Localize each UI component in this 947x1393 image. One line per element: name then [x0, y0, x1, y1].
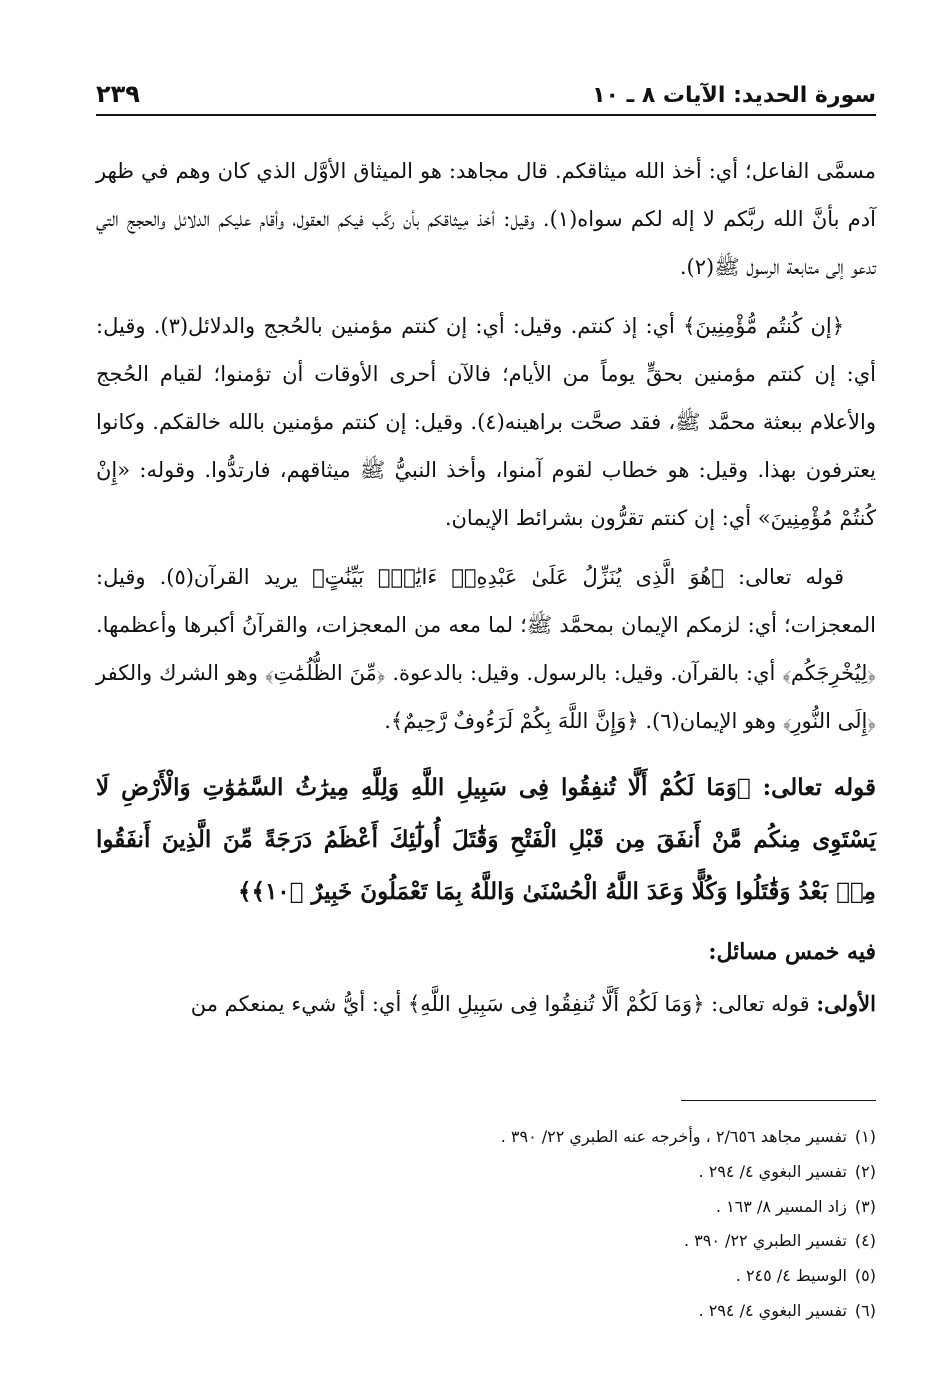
footnote-number: (٤) [854, 1231, 876, 1251]
footnote-number: (٣) [854, 1196, 876, 1216]
footnote [96, 1155, 876, 1190]
footnote [96, 1294, 876, 1329]
footnote [96, 1224, 876, 1259]
issue-text: قوله تعالى: ﴿وَمَا لَكُمْ أَلَّا تُنفِقُوا فِى سَبِيلِ اللَّهِ﴾ أي: أيُّ شيء يمنعكم من [190, 991, 810, 1016]
footnote-number: (١) [854, 1127, 876, 1146]
footnote-text: الوسيط ٤/ ٢٤٥ . [735, 1266, 847, 1286]
quran-verse-block [96, 762, 876, 918]
book-page [96, 70, 876, 1360]
footnote-text: تفسير البغوي ٤/ ٢٩٤ . [698, 1300, 847, 1320]
footnote-number: (٥) [854, 1266, 876, 1286]
footnote-text: تفسير مجاهد ٢/٦٥٦ ، وأخرجه عنه الطبري ٢٢/ ٣٩٠ . [500, 1127, 847, 1146]
running-header [96, 70, 876, 116]
paragraph: ﴿إن كُنتُم مُّؤْمِنِينَ﴾ أي: إذ كنتم. وقيل: أي: إن كنتم مؤمنين بالحُجج والدلائل(٣). وقيل: أي: إن كنتم مؤمنين بحقٍّ يوماً من الأيام؛ فالآن أحرى الأوقات أن تؤمنوا؛ لقيام الحُجج والأعلام ببعثة محمَّد ﷺ، فقد صحَّت براهينه(٤). وقيل: إن كنتم مؤمنين بالله خالقكم. وكانوا يعترفون بهذا. وقيل: هو خطاب لقوم آمنوا، وأخذ النبيُّ ﷺ ميثاقهم، فارتدُّوا. وقوله: «إِنْ كُنتُمْ مُؤْمِنِينَ» أي: إن كنتم تقرُّون بشرائط الإيمان. [96, 314, 876, 530]
footnote-text: تفسير الطبري ٢٢/ ٣٩٠ . [684, 1231, 847, 1251]
paragraph: مسمَّى الفاعل؛ أي: أخذ الله ميثاقكم. قال مجاهد: هو الميثاق الأوَّل الذي كان وهم في ظهر آدم بأنَّ الله ربَّكم لا إله لكم سواه(١). وقيل: أخذ مِيثاقكم بأن ركَّب فيكم العقول، وأقام عليكم الدلائل والحجج التي تدعو إلى متابعة الرسول ﷺ(٢). [96, 159, 876, 279]
main-text [96, 148, 876, 746]
footnote [96, 1120, 876, 1155]
section-heading: فيه خمس مسائل: [708, 938, 876, 965]
footnotes [96, 1120, 876, 1329]
footnote-number: (٦) [854, 1300, 876, 1320]
page-number: ٢٣٩ [96, 80, 140, 108]
footnote [96, 1190, 876, 1225]
chapter-title: سورة الحديد: الآيات ٨ ـ ١٠ [592, 83, 876, 108]
footnote [96, 1259, 876, 1294]
verse-lead: قوله تعالى: [762, 773, 876, 801]
footnote-text: تفسير البغوي ٤/ ٢٩٤ . [698, 1161, 847, 1181]
issue-item [96, 978, 876, 1030]
paragraph: قوله تعالى: ﴿هُوَ الَّذِى يُنَزِّلُ عَلَىٰ عَبْدِهِۦٓ ءَايَٰتٍۭ بَيِّنَٰتٍ﴾ يريد القرآن(٥). وقيل: المعجزات؛ أي: لزمكم الإيمان بمحمَّد ﷺ؛ لما معه من المعجزات، والقرآنُ أكبرها وأعظمها. ﴿لِيُخْرِجَكُم﴾ أي: بالقرآن. وقيل: بالرسول. وقيل: بالدعوة. ﴿مِّنَ الظُّلُمَٰتِ﴾ وهو الشرك والكفر ﴿إِلَى النُّورِ﴾ وهو الإيمان(٦). ﴿وَإِنَّ اللَّهَ بِكُمْ لَرَءُوفٌ رَّحِيمٌ﴾. [96, 565, 876, 733]
issue-label: الأولى: [816, 990, 876, 1016]
footnote-divider [681, 1100, 876, 1101]
footnote-text: زاد المسير ٨/ ١٦٣ . [715, 1196, 847, 1216]
footnote-number: (٢) [854, 1161, 876, 1181]
verse-text: ﴿وَمَا لَكُمْ أَلَّا تُنفِقُوا فِى سَبِيلِ اللَّهِ وَلِلَّهِ مِيرَٰثُ السَّمَٰوَٰتِ وَالْأَرْضِ لَا يَسْتَوِى مِنكُم مَّنْ أَنفَقَ مِن قَبْلِ الْفَتْحِ وَقَٰتَلَ أُولَٰٓئِكَ أَعْظَمُ دَرَجَةً مِّنَ الَّذِينَ أَنفَقُوا مِنۢ بَعْدُ وَقَٰتَلُوا وَكُلًّا وَعَدَ اللَّهُ الْحُسْنَىٰ وَاللَّهُ بِمَا تَعْمَلُونَ خَبِيرٌ ﴿١٠﴾﴾ [96, 773, 876, 905]
